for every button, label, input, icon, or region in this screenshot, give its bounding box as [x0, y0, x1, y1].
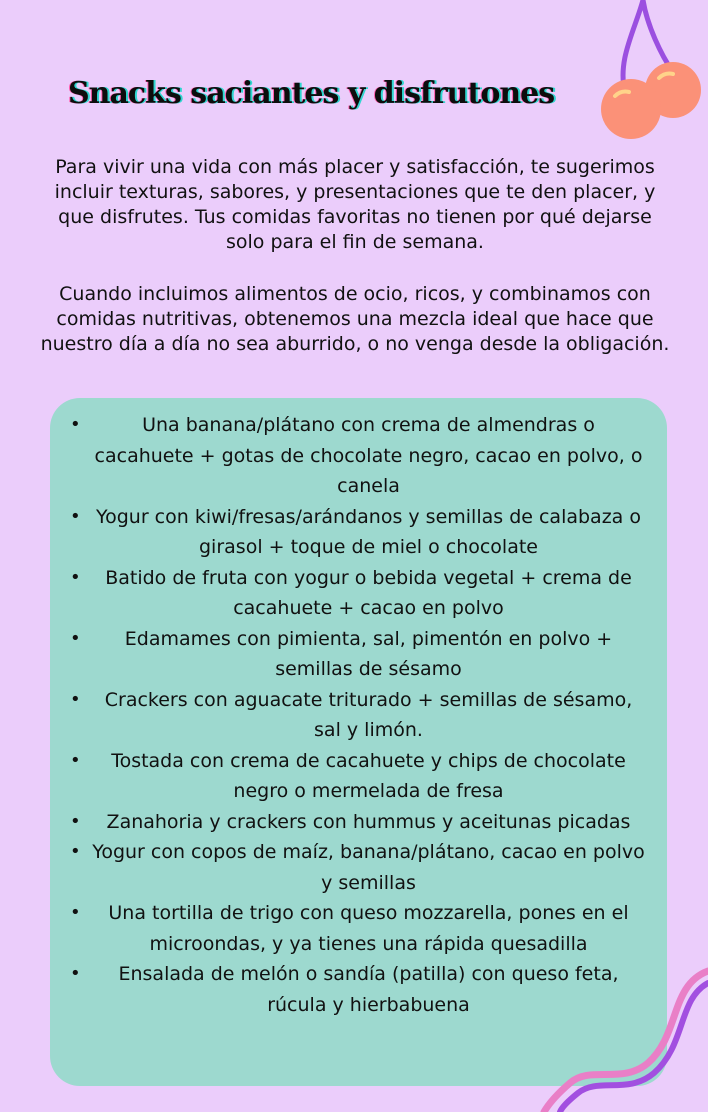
ribbon-squiggle [530, 965, 708, 1112]
bullet-icon: • [70, 627, 81, 649]
bullet-icon: • [70, 414, 81, 435]
bullet-icon: • [70, 810, 81, 832]
bullet-icon: • [70, 902, 81, 923]
list-item-text: Zanahoria y crackers con hummus y aceitunas picadas [106, 810, 631, 833]
bullet-icon: • [70, 963, 81, 984]
intro-paragraph-2: Cuando incluimos alimentos de ocio, ricos, y combinamos con comidas nutritivas, obtenemos una mezcla ideal que hace que nuestro día a día no sea aburrido, o no venga desde la obligación. [40, 283, 670, 355]
list-item-text: Una tortilla de trigo con queso mozzarella, pones en el microondas, y ya tienes una rápida quesadilla [108, 902, 629, 955]
list-item [50, 502, 667, 563]
intro-paragraph-1: Para vivir una vida con más placer y satisfacción, te sugerimos incluir texturas, sabores, y presentaciones que te den placer, y que disfrutes. Tus comidas favoritas no tienen por qué dejarse solo para el fin de semana. [54, 156, 656, 253]
list-item-text: Yogur con kiwi/fresas/arándanos y semillas de calabaza o girasol + toque de miel o chocolate [96, 505, 641, 558]
page-title: Snacks saciantes y disfrutones [68, 76, 555, 111]
list-item [50, 410, 667, 502]
bullet-icon: • [70, 841, 81, 862]
list-item-text: Yogur con copos de maíz, banana/plátano, cacao en polvo y semillas [92, 841, 645, 894]
list-item-text: Crackers con aguacate triturado + semillas de sésamo, sal y limón. [104, 688, 633, 741]
list-item [50, 807, 667, 838]
list-item [50, 746, 667, 807]
list-item [50, 563, 667, 624]
bullet-icon: • [70, 505, 81, 527]
list-item-text: Edamames con pimienta, sal, pimentón en polvo + semillas de sésamo [124, 627, 613, 680]
snacks-list [50, 410, 667, 1020]
list-item [50, 685, 667, 746]
list-item-text: Ensalada de melón o sandía (patilla) con queso feta, rúcula y hierbabuena [118, 963, 619, 1016]
bullet-icon: • [70, 688, 81, 710]
bullet-icon: • [70, 749, 81, 771]
list-item-text: Una banana/plátano con crema de almendras o cacahuete + gotas de chocolate negro, cacao en polvo, o canela [94, 414, 643, 497]
list-item [50, 898, 667, 959]
bullet-icon: • [70, 566, 81, 588]
list-item-text: Batido de fruta con yogur o bebida vegetal + crema de cacahuete + cacao en polvo [105, 566, 632, 619]
list-item [50, 624, 667, 685]
cherries-icon [595, 0, 708, 140]
list-item-text: Tostada con crema de cacahuete y chips de chocolate negro o mermelada de fresa [111, 749, 626, 802]
list-item [50, 837, 667, 898]
